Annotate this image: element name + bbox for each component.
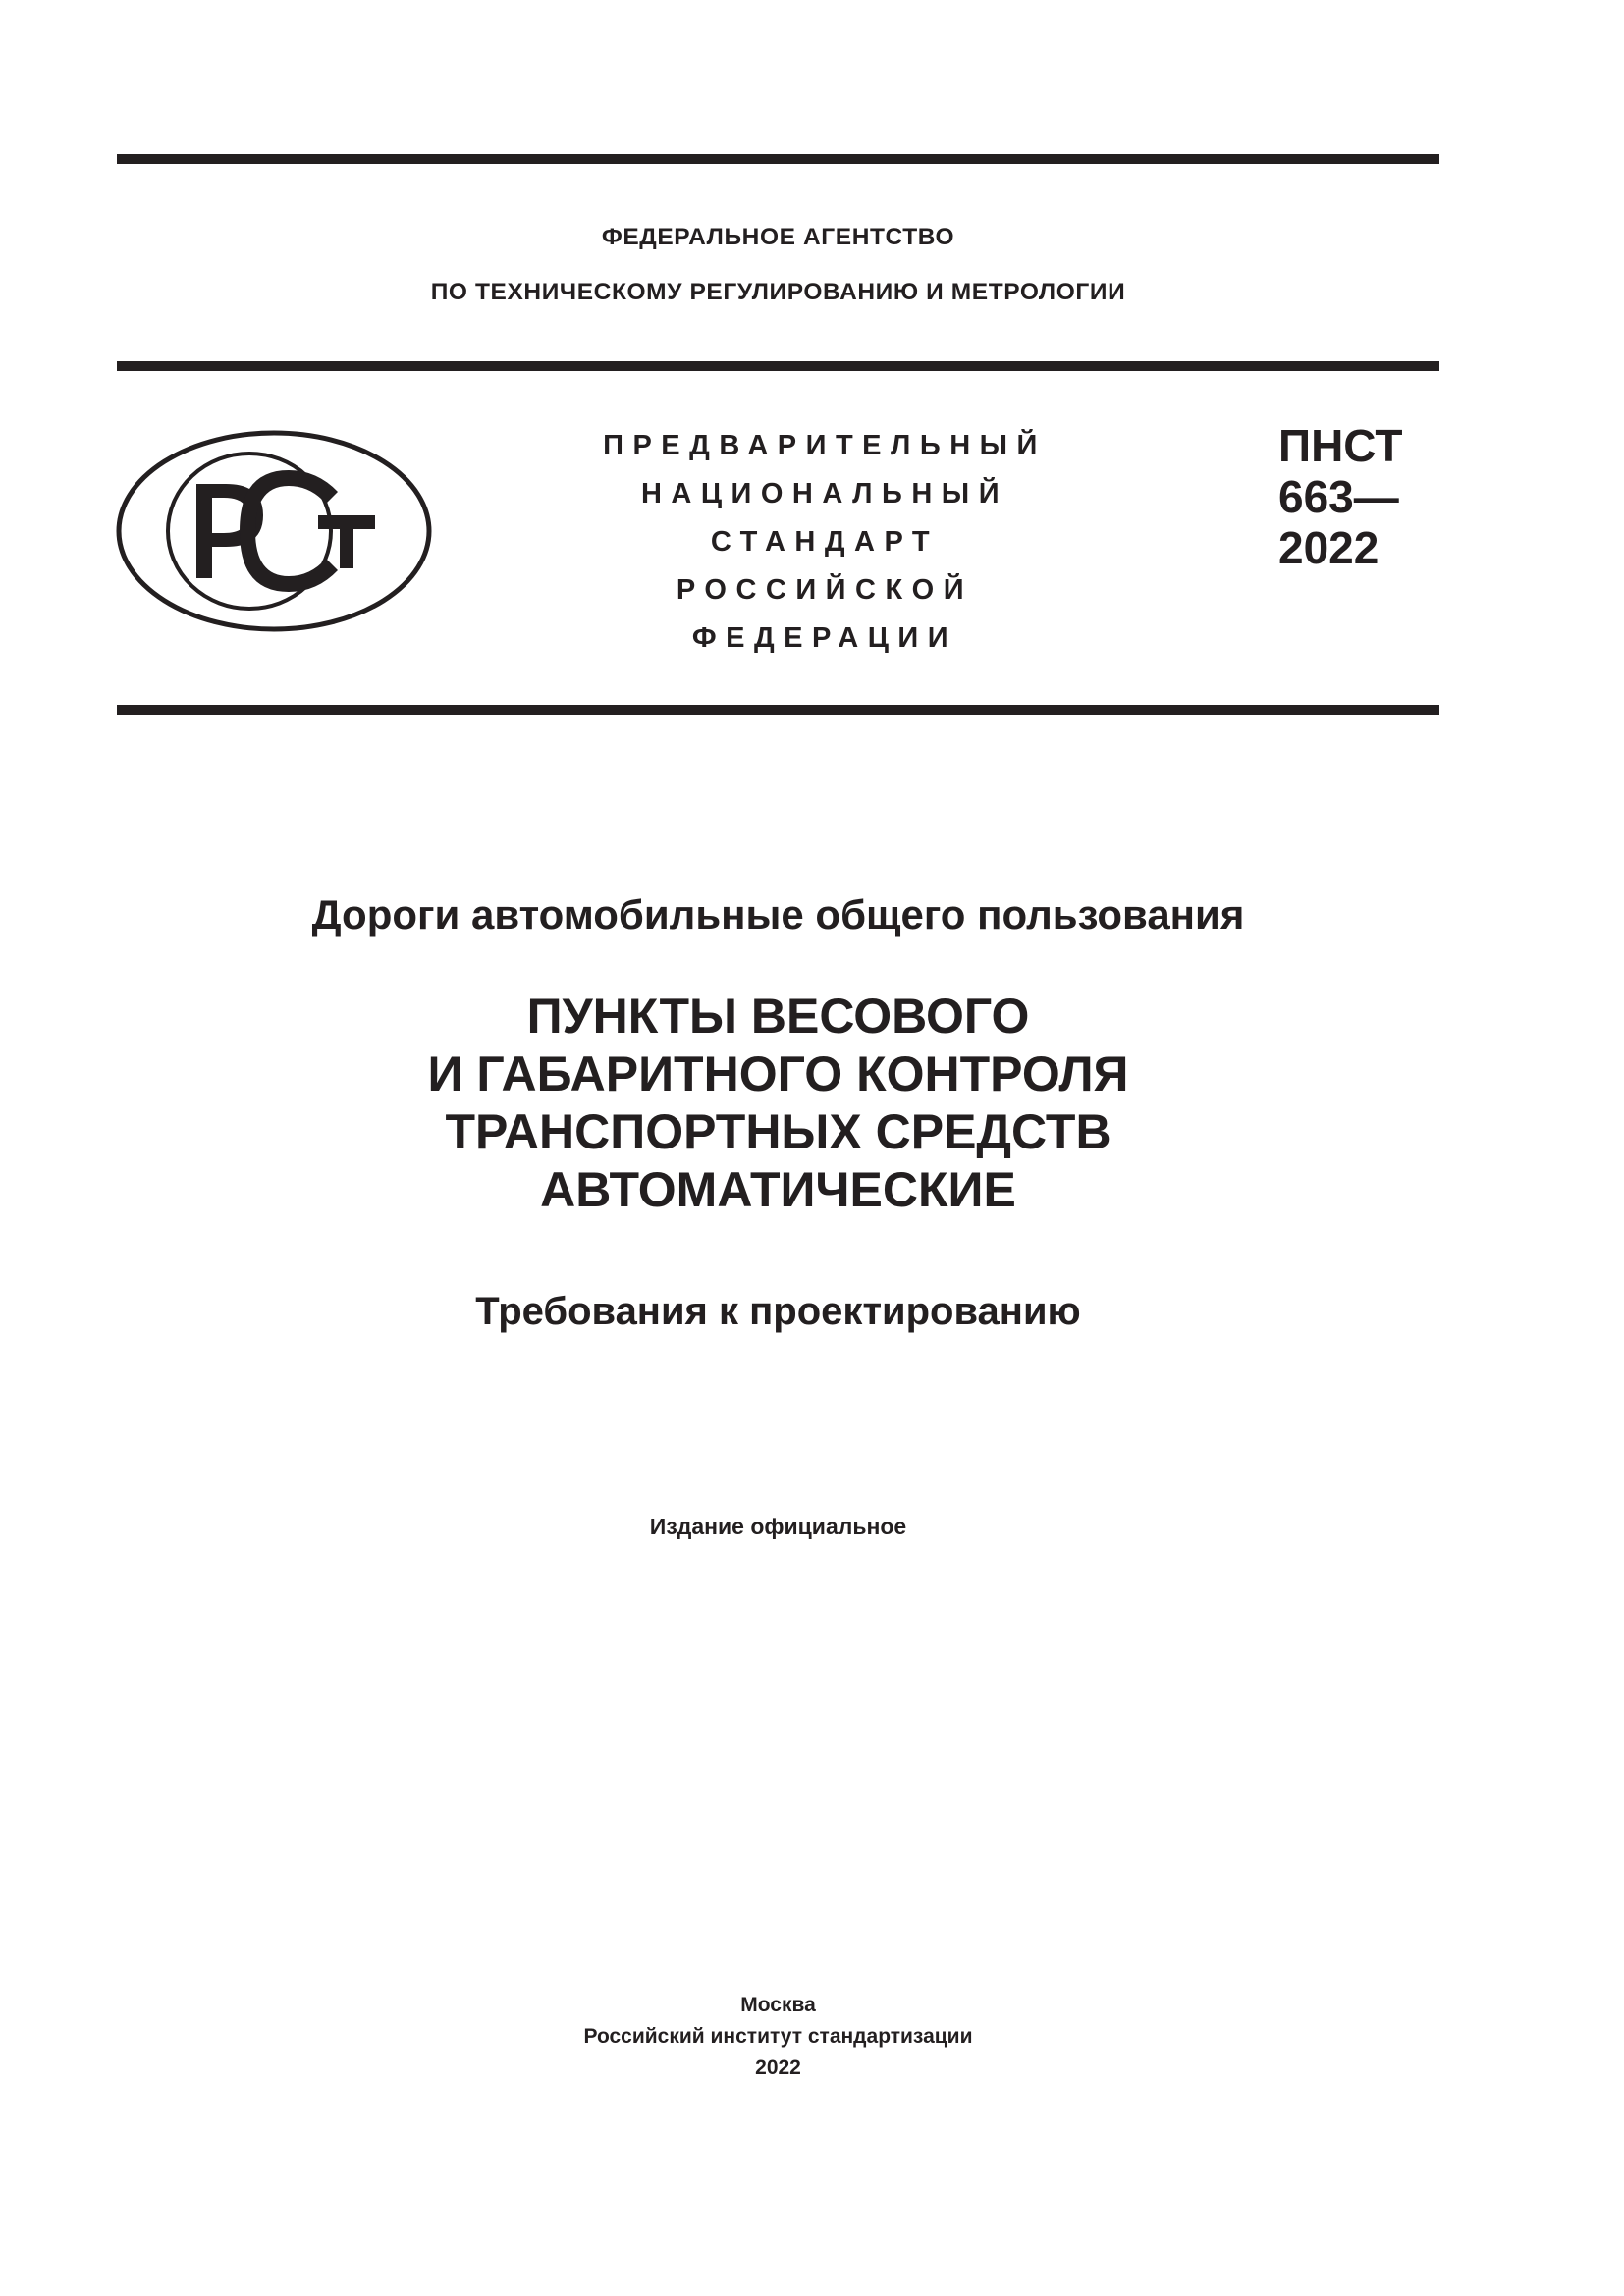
main-title-line: ТРАНСПОРТНЫХ СРЕДСТВ — [445, 1104, 1111, 1159]
designation-prefix: ПНСТ — [1278, 420, 1403, 471]
edition-label: Издание официальное — [649, 1514, 907, 1539]
main-title — [117, 988, 1439, 1219]
standard-type-line: НАЦИОНАЛЬНЫЙ — [640, 478, 1009, 509]
main-title-line: ПУНКТЫ ВЕСОВОГО — [526, 988, 1030, 1043]
imprint — [117, 1990, 1439, 2084]
standard-type-line: ПРЕДВАРИТЕЛЬНЫЙ — [603, 430, 1047, 461]
designation-year: 2022 — [1278, 522, 1380, 573]
imprint-city: Москва — [740, 1994, 816, 2016]
standard-type-line: СТАНДАРТ — [710, 526, 940, 558]
imprint-publisher: Российский институт стандартизации — [583, 2025, 973, 2048]
requirements-title: Требования к проектированию — [475, 1290, 1081, 1333]
standard-type-line: ФЕДЕРАЦИИ — [691, 622, 958, 654]
standard-designation — [1278, 420, 1475, 573]
middle-rule — [117, 361, 1439, 371]
standard-type-block — [550, 422, 1100, 663]
top-rule — [117, 154, 1439, 164]
main-title-line: И ГАБАРИТНОГО КОНТРОЛЯ — [427, 1046, 1129, 1101]
standard-type-line: РОССИЙСКОЙ — [676, 574, 974, 606]
gost-r-logo — [116, 429, 432, 633]
agency-line-2: ПО ТЕХНИЧЕСКОМУ РЕГУЛИРОВАНИЮ И МЕТРОЛОГИИ — [430, 279, 1126, 305]
designation-number: 663— — [1278, 471, 1399, 522]
bottom-rule — [117, 705, 1439, 715]
imprint-year: 2022 — [755, 2056, 801, 2079]
main-title-line: АВТОМАТИЧЕСКИЕ — [540, 1162, 1016, 1217]
agency-line-1: ФЕДЕРАЛЬНОЕ АГЕНТСТВО — [601, 224, 955, 250]
document-subtitle: Дороги автомобильные общего пользования — [311, 891, 1245, 937]
